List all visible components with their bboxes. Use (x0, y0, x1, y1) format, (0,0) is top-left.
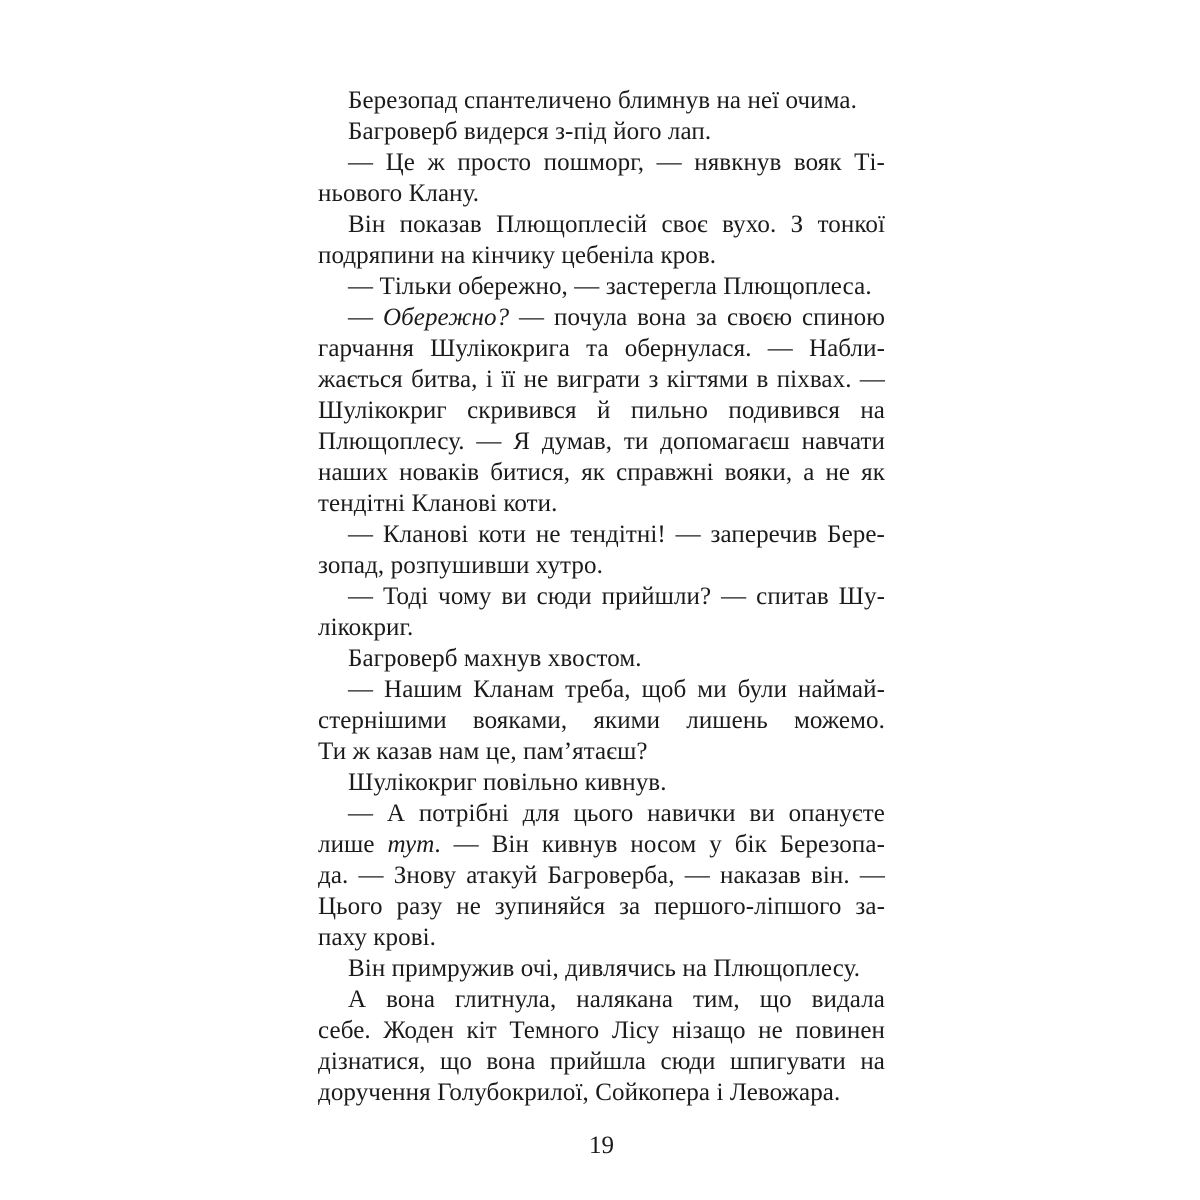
text-line: гарчання Шулікокрига та обернулася. — Набли- (318, 335, 885, 362)
text-line: лікокриг. (318, 614, 414, 641)
text-line: Цього разу не зупиняйся за першого-ліпшого за- (318, 893, 885, 920)
italic-text: тут (387, 831, 435, 858)
text-line: — Кланові коти не тендітні! — заперечив Бере- (348, 521, 885, 548)
text-line: зопад, розпушивши хутро. (318, 552, 603, 579)
text-line: доручення Голубокрилої, Сойкопера і Левожара. (318, 1079, 841, 1106)
text-line: Шулікокриг повільно кивнув. (348, 769, 667, 796)
text-line: — Це ж просто пошморг, — нявкнув вояк Ті- (348, 149, 885, 176)
text-line: — А потрібні для цього навички ви опануєте (348, 800, 885, 827)
italic-text: Обережно? (382, 304, 510, 331)
text-line: жається битва, і її не виграти з кігтями в піхвах. — (318, 366, 885, 393)
text-line: — Тоді чому ви сюди прийшли? — спитав Шу- (348, 583, 885, 610)
text-line: паху крові. (318, 924, 437, 951)
page-number: 19 (589, 1132, 614, 1159)
text-line: наших новаків битися, як справжні вояки, а не як (318, 459, 885, 486)
text-line: ньового Клану. (318, 180, 480, 207)
text-line: — Обережно? — почула вона за своєю спиною (348, 304, 885, 331)
text-line: тендітні Кланові коти. (318, 490, 558, 517)
text-line: лише тут. — Він кивнув носом у бік Березопа- (318, 831, 886, 858)
text-line: А вона глитнула, налякана тим, що видала (348, 986, 885, 1013)
text-line: Плющоплесу. — Я думав, ти допомагаєш навчати (318, 428, 885, 455)
text-line: Він примружив очі, дивлячись на Плющоплесу. (348, 955, 861, 982)
text-line: себе. Жоден кіт Темного Лісу нізащо не повинен (318, 1017, 885, 1044)
text-line: Ти ж казав нам це, пам’ятаєш? (318, 738, 648, 765)
text-line: Він показав Плющоплесій своє вухо. З тонкої (348, 211, 885, 238)
text-line: дізнатися, що вона прийшла сюди шпигувати на (318, 1048, 885, 1075)
text-line: Багроверб видерся з-під його лап. (348, 118, 712, 145)
text-line: подряпини на кінчику цебеніла кров. (318, 242, 717, 269)
text-line: Березопад спантеличено блимнув на неї очима. (348, 87, 857, 114)
text-block (318, 85, 885, 1108)
text-line: Багроверб махнув хвостом. (348, 645, 642, 672)
text-line: Шулікокриг скривився й пильно подивився на (318, 397, 885, 424)
text-line: стернішими вояками, якими лишень можемо. (318, 707, 885, 734)
text-line: — Нашим Кланам треба, щоб ми були наймай- (348, 676, 885, 703)
text-line: — Тільки обережно, — застерегла Плющоплеса. (348, 273, 872, 300)
text-line: да. — Знову атакуй Багроверба, — наказав він. — (318, 862, 885, 889)
